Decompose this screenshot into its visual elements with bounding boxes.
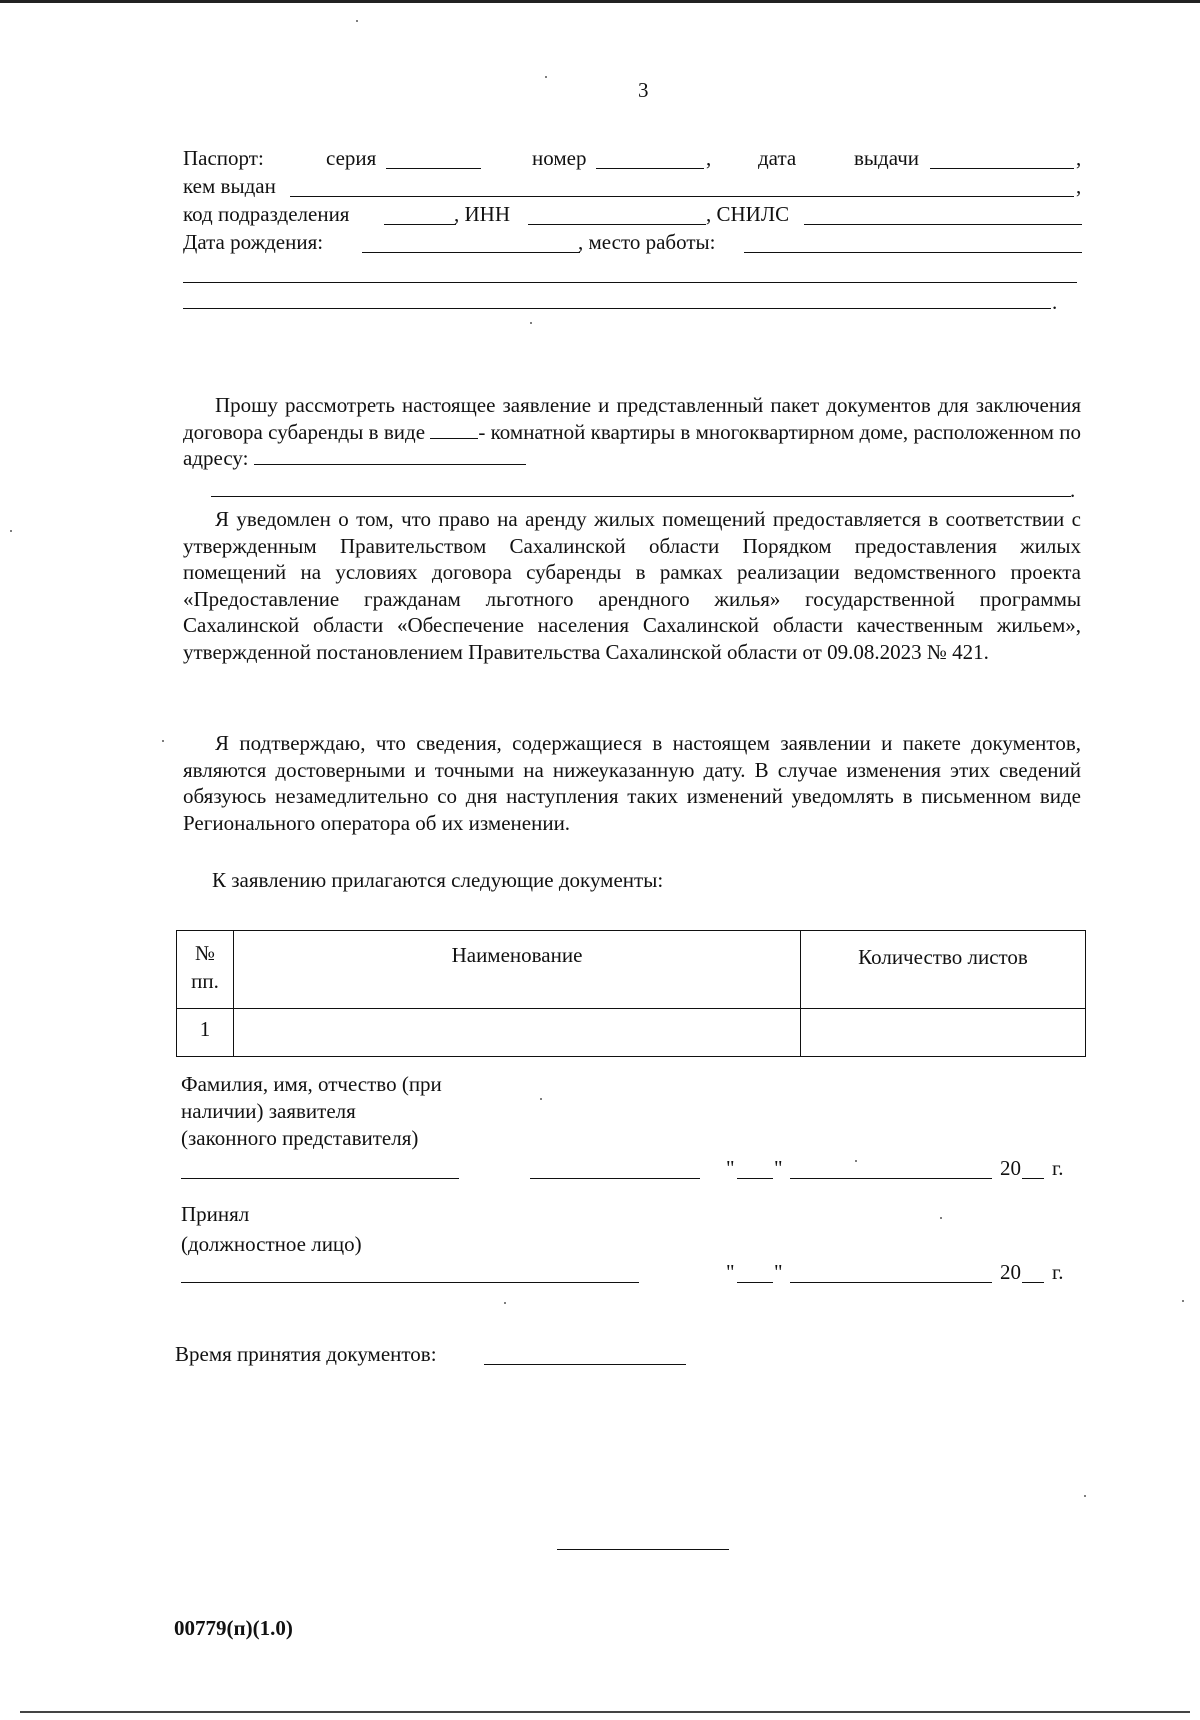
date-quote-close: " [774, 1260, 783, 1284]
applicant-year-field[interactable] [1022, 1178, 1044, 1179]
date-suffix: г. [1052, 1260, 1064, 1284]
attachments-intro: К заявлению прилагаются следующие документы: [212, 868, 664, 892]
table-row [177, 1009, 1086, 1057]
scan-speck [1182, 1300, 1184, 1302]
accepted-label-line2: (должностное лицо) [181, 1232, 362, 1256]
scan-speck [530, 322, 532, 324]
passport-number-field[interactable] [596, 168, 704, 169]
confirm-text: Я подтверждаю, что сведения, содержащиеся в настоящем заявлении и пакете документов, являются достоверными и точными на нижеуказанную дату. В случае изменения этих сведений обязуюсь незамедлительно со дня наступления таких изменений уведомлять в письменном виде Регионального оператора об их изменении. [183, 731, 1081, 835]
confirm-paragraph [183, 730, 1081, 836]
inn-field[interactable] [528, 224, 706, 225]
request-text-part2: - комнатной квартиры в многоквартирном доме, расположенном по адресу: [183, 419, 1082, 470]
scan-speck [540, 1098, 542, 1100]
request-paragraph [183, 392, 1081, 472]
dept-code-label: код подразделения [183, 202, 350, 226]
row-sheets-cell[interactable] [801, 1009, 1086, 1057]
scan-speck [940, 1217, 942, 1219]
date-quote-close: " [774, 1156, 783, 1180]
official-month-field[interactable] [790, 1282, 992, 1283]
date-suffix: г. [1052, 1156, 1064, 1180]
workplace-field[interactable] [744, 252, 1082, 253]
scan-speck [504, 1302, 506, 1304]
date-year: 20 [1000, 1156, 1021, 1180]
room-count-field[interactable] [430, 420, 478, 439]
applicant-label-line1: Фамилия, имя, отчество (при [181, 1072, 442, 1096]
passport-number-label: номер [532, 146, 587, 170]
table-header-row [177, 931, 1086, 1009]
workplace-field-cont-2[interactable] [183, 308, 1051, 309]
scan-speck [1084, 1495, 1086, 1497]
applicant-name-field[interactable] [181, 1178, 459, 1179]
issued-by-label: кем выдан [183, 174, 276, 198]
scan-edge-top [0, 0, 1200, 3]
scan-speck [356, 20, 358, 22]
workplace-field-cont-1[interactable] [183, 282, 1077, 283]
passport-series-field[interactable] [386, 168, 481, 169]
time-label: Время принятия документов: [175, 1342, 437, 1366]
closing-rule [557, 1549, 729, 1550]
date-quote-open: " [726, 1260, 735, 1284]
date-quote-open: " [726, 1156, 735, 1180]
time-field[interactable] [484, 1364, 686, 1365]
birth-date-label: Дата рождения: [183, 230, 324, 254]
period: . [1052, 290, 1058, 314]
scan-edge-bottom [20, 1711, 1190, 1713]
applicant-label-line3: (законного представителя) [181, 1126, 419, 1150]
official-field[interactable] [181, 1282, 639, 1283]
scan-speck [545, 76, 547, 78]
row-name-cell[interactable] [234, 1009, 801, 1057]
header-number [177, 931, 234, 1009]
header-name: Наименование [234, 931, 801, 1009]
applicant-month-field[interactable] [790, 1178, 992, 1179]
scan-speck [855, 1160, 857, 1162]
official-year-field[interactable] [1022, 1282, 1044, 1283]
header-number-abbr: пп. [191, 969, 219, 993]
attachments-table [176, 930, 1086, 1057]
row-number: 1 [177, 1009, 234, 1057]
issued-by-field[interactable] [290, 196, 1074, 197]
header-number-symbol: № [194, 941, 216, 965]
official-day-field[interactable] [737, 1282, 773, 1283]
header-sheets: Количество листов [801, 931, 1086, 1009]
inn-label: , ИНН [454, 202, 510, 226]
snils-label: , СНИЛС [706, 202, 790, 226]
applicant-label-line2: наличии) заявителя [181, 1099, 356, 1123]
date-year: 20 [1000, 1260, 1021, 1284]
passport-issue-date-field[interactable] [930, 168, 1074, 169]
comma: , [1076, 146, 1082, 170]
snils-field[interactable] [804, 224, 1082, 225]
scan-speck [10, 530, 12, 532]
page-number: 3 [638, 78, 649, 102]
accepted-label-line1: Принял [181, 1202, 250, 1226]
applicant-signature-field[interactable] [530, 1178, 700, 1179]
applicant-day-field[interactable] [737, 1178, 773, 1179]
workplace-label: , место работы: [578, 230, 716, 254]
passport-issued-label: выдачи [854, 146, 919, 170]
scan-speck [162, 740, 164, 742]
birth-date-field[interactable] [362, 252, 580, 253]
address-field[interactable] [254, 446, 526, 465]
address-field-cont[interactable] [211, 496, 1071, 497]
notice-text: Я уведомлен о том, что право на аренду жилых помещений предоставляется в соответствии с утвержденным Правительством Сахалинской области Порядком предоставления жилых помещений на условиях договора субаренды в рамках реализации ведомственного проекта «Предоставление гражданам льготного арендного жилья» государственной программы Сахалинской области «Обеспечение населения Сахалинской области качественным жильем», утвержденной постановлением Правительства Сахалинской области от 09.08.2023 № 421. [183, 507, 1081, 664]
period: . [1070, 478, 1076, 502]
form-code: 00779(п)(1.0) [174, 1616, 293, 1640]
request-text-part1: Прошу рассмотреть настоящее заявление и представленный пакет документов для заключения договора субаренды в виде [183, 393, 1081, 444]
passport-date-label: дата [758, 146, 797, 170]
passport-series-label: серия [326, 146, 377, 170]
passport-label: Паспорт: [183, 146, 264, 170]
comma: , [706, 146, 712, 170]
notice-paragraph [183, 506, 1081, 665]
comma: , [1076, 174, 1082, 198]
dept-code-field[interactable] [384, 224, 456, 225]
